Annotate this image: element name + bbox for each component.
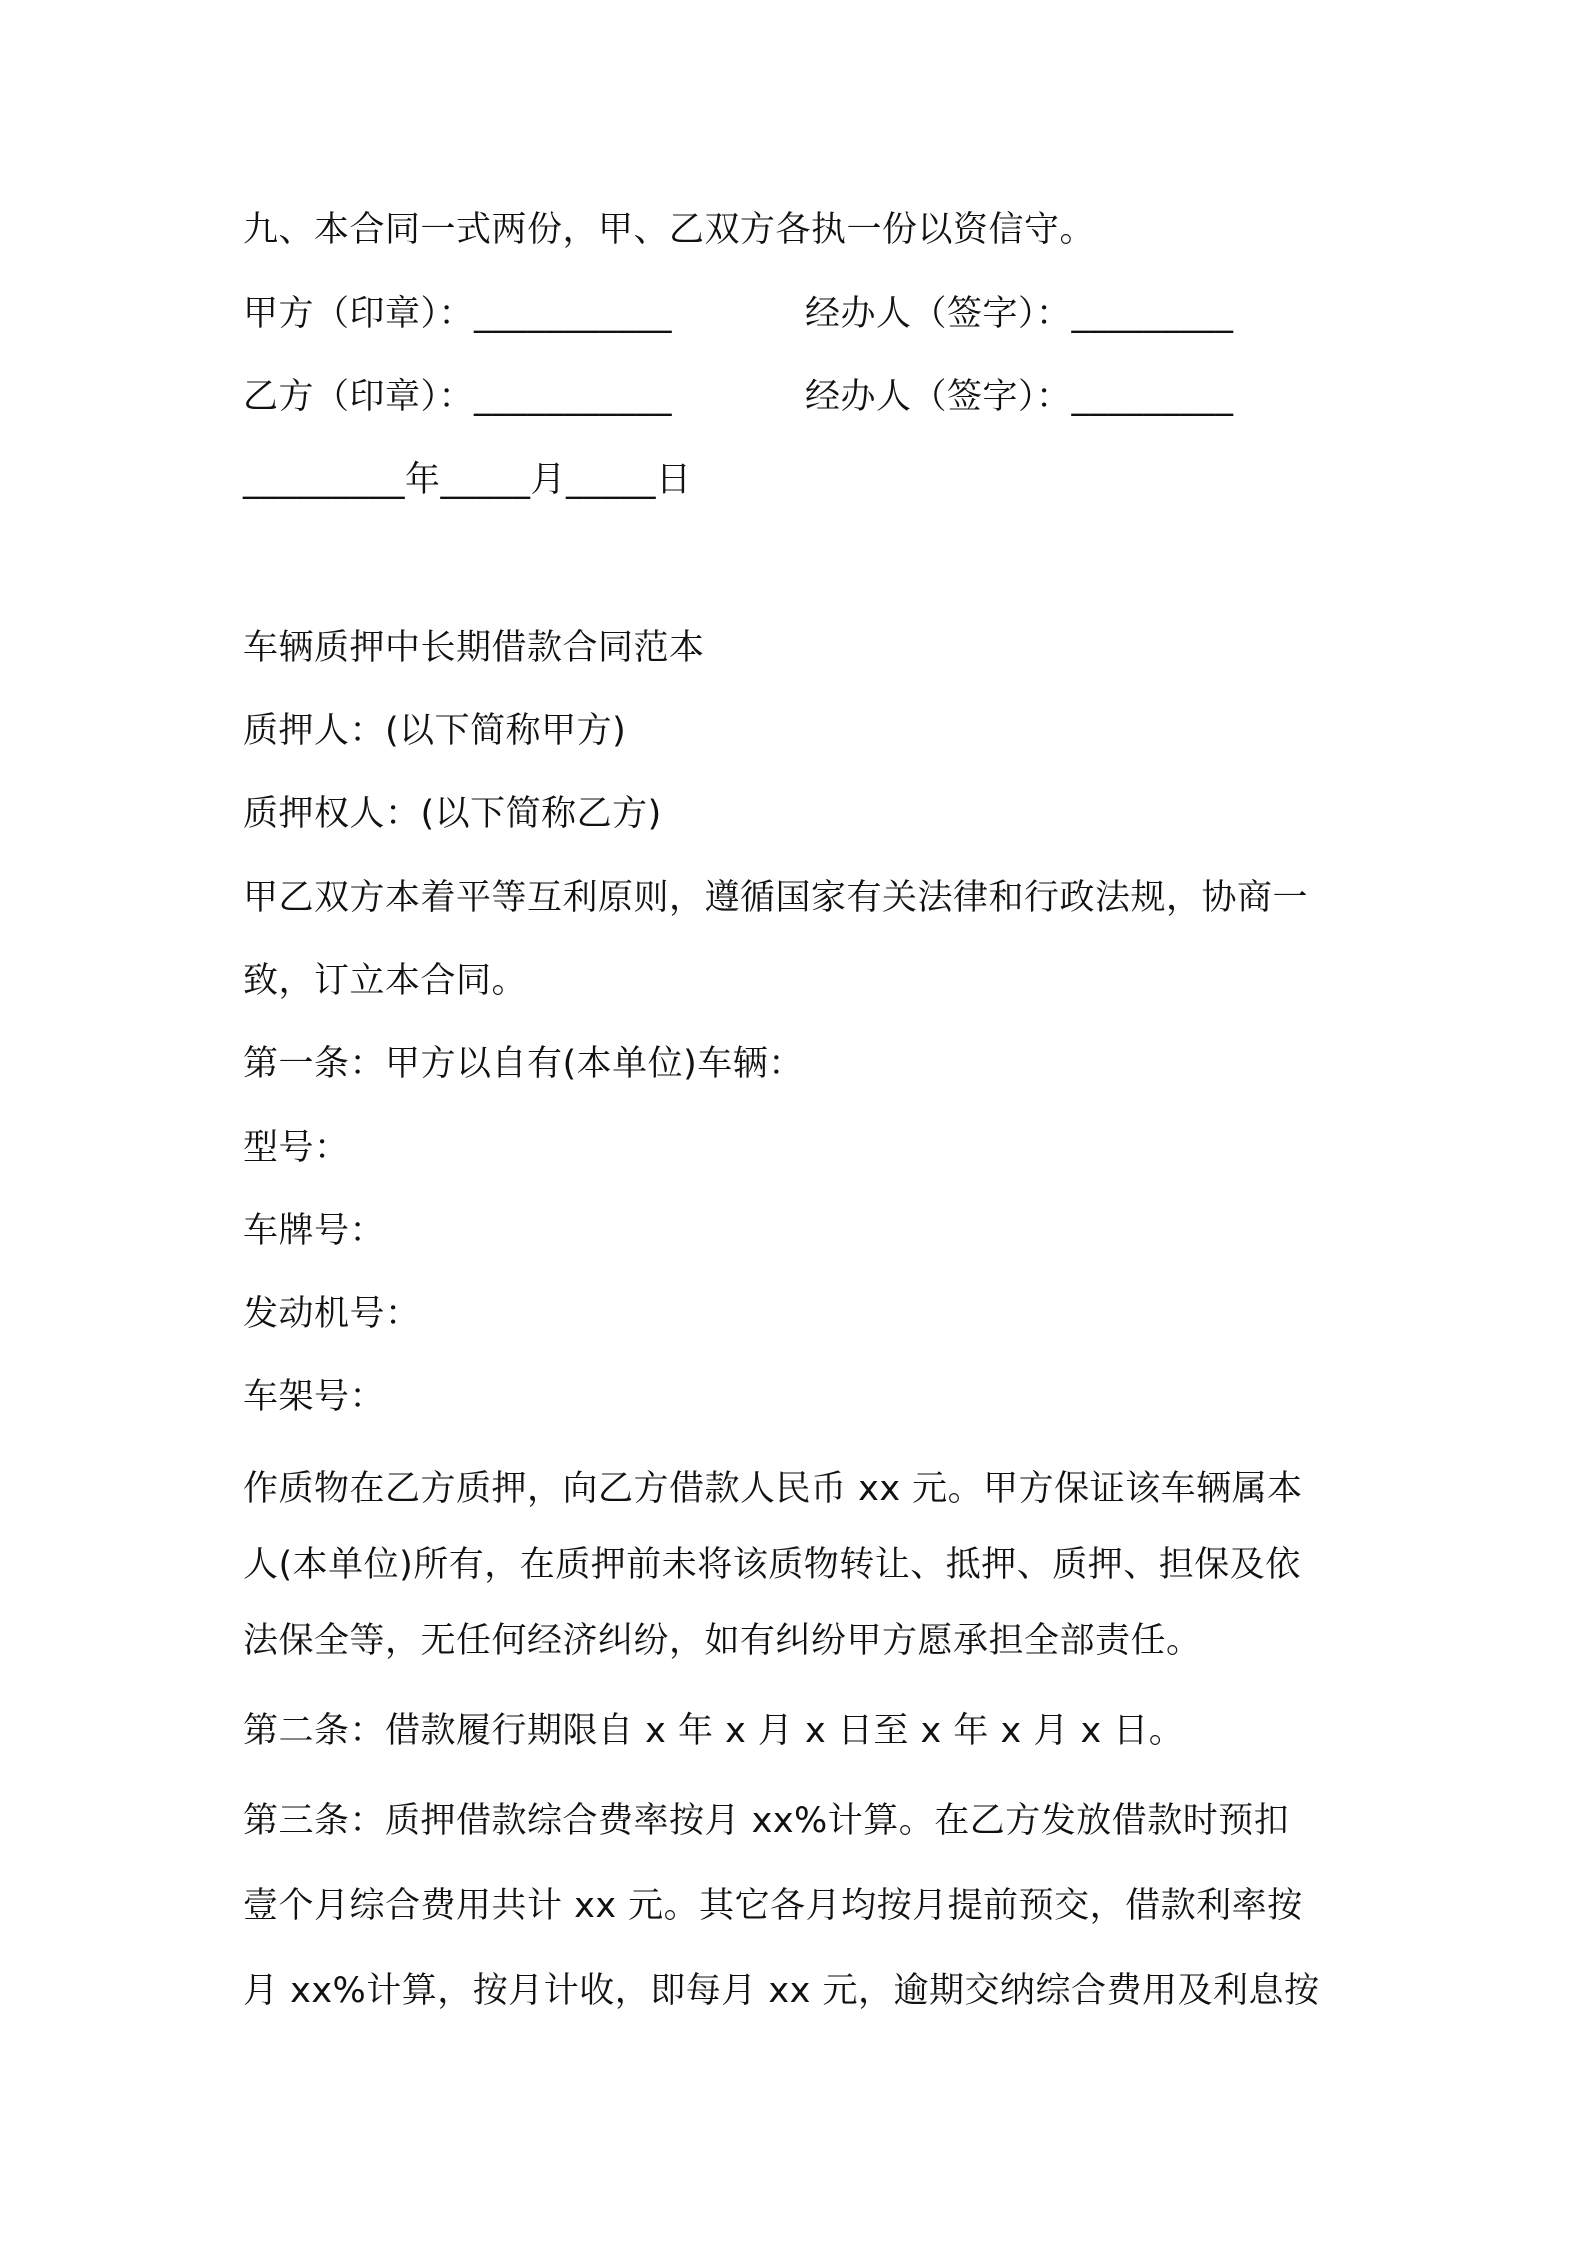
article-one-body-line-2: 人(本单位)所有，在质押前未将该质物转让、抵押、质押、担保及依 (243, 1545, 1301, 1585)
article-one-body-line-3: 法保全等，无任何经济纠纷，如有纠纷甲方愿承担全部责任。 (243, 1621, 1202, 1661)
article-three-line-2: 壹个月综合费用共计 xx 元。其它各月均按月提前预交，借款利率按 (243, 1886, 1303, 1926)
article-one-heading: 第一条：甲方以自有(本单位)车辆： (243, 1044, 804, 1084)
signature-party-b: 乙方（印章）：___________ (243, 377, 673, 417)
field-model: 型号： (243, 1128, 350, 1168)
field-plate: 车牌号： (243, 1211, 386, 1251)
clause-nine: 九、本合同一式两份，甲、乙双方各执一份以资信守。 (243, 210, 1096, 250)
date-line: _________年_____月_____日 (243, 460, 692, 500)
article-one-body-line-1: 作质物在乙方质押，向乙方借款人民币 xx 元。甲方保证该车辆属本 (243, 1469, 1303, 1509)
article-three-line-1: 第三条：质押借款综合费率按月 xx%计算。在乙方发放借款时预扣 (243, 1801, 1290, 1841)
field-frame: 车架号： (243, 1377, 386, 1417)
signature-agent-a: 经办人（签字）：_________ (805, 294, 1234, 334)
field-engine: 发动机号： (243, 1294, 421, 1334)
pledgee-line: 质押权人：(以下简称乙方) (243, 794, 662, 834)
document-title: 车辆质押中长期借款合同范本 (243, 628, 705, 668)
article-three-line-3: 月 xx%计算，按月计收，即每月 xx 元，逾期交纳综合费用及利息按 (243, 1971, 1320, 2011)
signature-agent-b: 经办人（签字）：_________ (805, 377, 1234, 417)
signature-party-a: 甲方（印章）：___________ (243, 294, 673, 334)
pledgor-line: 质押人：(以下简称甲方) (243, 711, 627, 751)
article-two: 第二条：借款履行期限自 x 年 x 月 x 日至 x 年 x 月 x 日。 (243, 1711, 1185, 1751)
preamble-line-2: 致，订立本合同。 (243, 961, 528, 1001)
preamble-line-1: 甲乙双方本着平等互利原则，遵循国家有关法律和行政法规，协商一 (243, 878, 1309, 918)
